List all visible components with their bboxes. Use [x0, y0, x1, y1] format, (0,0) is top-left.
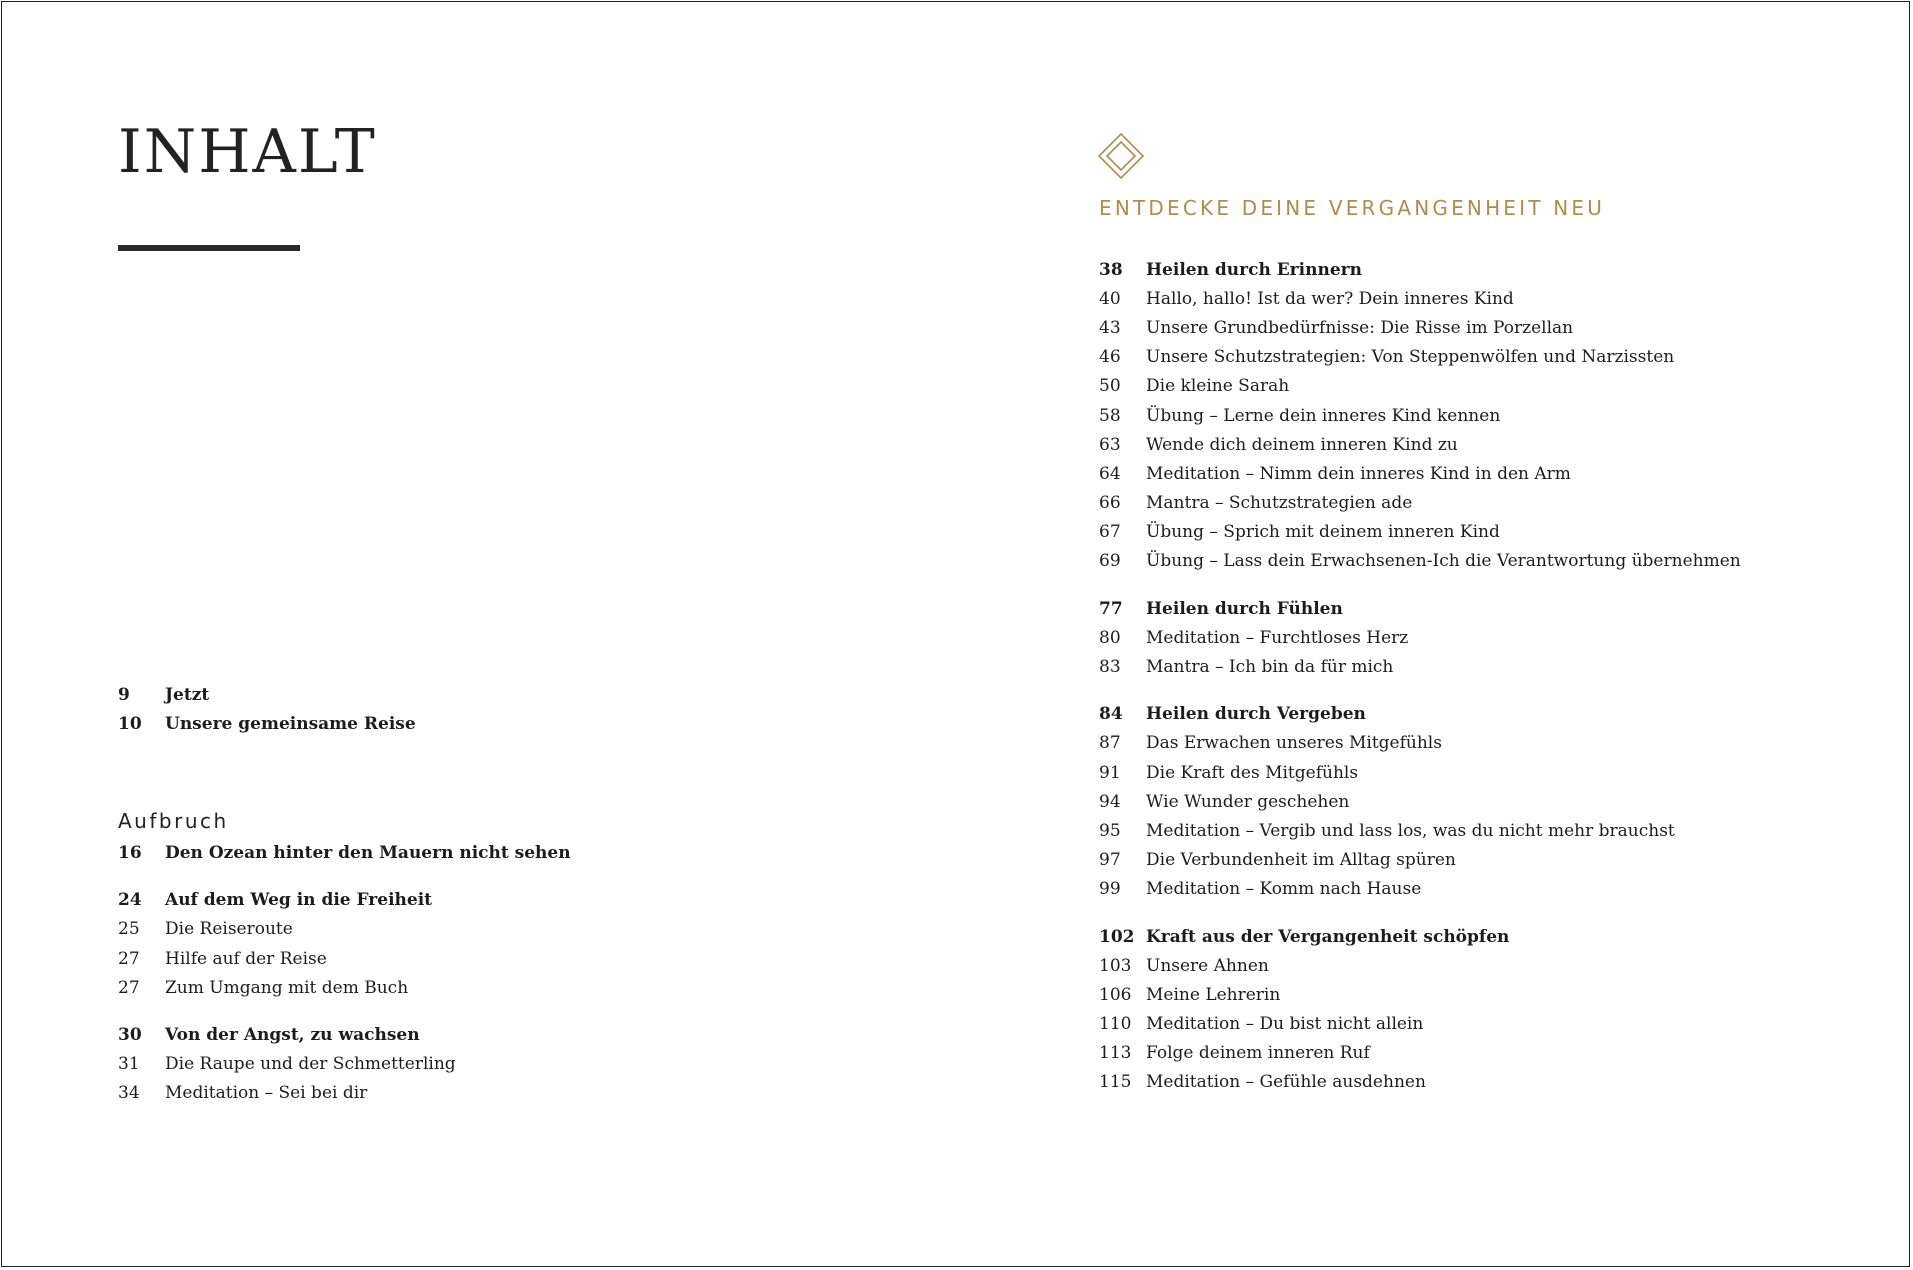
toc-group	[118, 886, 818, 1003]
toc-page-number: 97	[1099, 850, 1121, 871]
toc-group	[1099, 594, 1859, 682]
toc-entry-title: Meditation – Sei bei dir	[165, 1083, 368, 1104]
toc-entry-title: Die Verbundenheit im Alltag spüren	[1146, 850, 1456, 871]
toc-page-number: 113	[1099, 1043, 1132, 1064]
toc-entry	[1099, 1010, 1859, 1039]
toc-entry-title: Hilfe auf der Reise	[165, 948, 327, 969]
toc-entry-title: Übung – Sprich mit deinem inneren Kind	[1146, 522, 1500, 543]
toc-entry	[118, 1050, 818, 1079]
toc-group	[118, 838, 818, 867]
toc-page-number: 64	[1099, 463, 1121, 484]
toc-intro-group	[118, 680, 818, 738]
toc-entry	[1099, 846, 1859, 875]
toc-page-number: 63	[1099, 434, 1121, 455]
toc-page-number: 84	[1099, 704, 1123, 725]
toc-entry	[1099, 700, 1859, 729]
toc-entry	[1099, 284, 1859, 313]
toc-page-number: 30	[118, 1024, 142, 1045]
toc-entry	[1099, 372, 1859, 401]
toc-group	[1099, 255, 1859, 576]
toc-page-number: 99	[1099, 879, 1121, 900]
toc-entry-title: Unsere Grundbedürfnisse: Die Risse im Porzellan	[1146, 317, 1574, 338]
toc-entry	[1099, 951, 1859, 980]
toc-entry	[118, 973, 818, 1002]
toc-entry	[1099, 816, 1859, 845]
toc-entry-title: Übung – Lerne dein inneres Kind kennen	[1146, 405, 1501, 426]
toc-entry-title: Heilen durch Vergeben	[1146, 704, 1366, 725]
toc-page-number: 38	[1099, 259, 1123, 280]
toc-page-number: 110	[1099, 1014, 1132, 1035]
toc-entry-title: Mantra – Ich bin da für mich	[1146, 657, 1394, 678]
toc-entry	[1099, 1068, 1859, 1097]
toc-entry	[1099, 255, 1859, 284]
toc-page-number: 83	[1099, 657, 1121, 678]
toc-entry-title: Heilen durch Erinnern	[1146, 259, 1362, 280]
toc-right-column	[1099, 255, 1859, 1097]
toc-entry-title: Wende dich deinem inneren Kind zu	[1146, 434, 1458, 455]
toc-entry	[118, 709, 818, 738]
toc-entry	[1099, 547, 1859, 576]
toc-entry-title: Die Reiseroute	[165, 919, 293, 940]
toc-entry-title: Übung – Lass dein Erwachsenen-Ich die Verantwortung übernehmen	[1146, 551, 1741, 572]
toc-entry	[1099, 313, 1859, 342]
toc-entry-title: Unsere Ahnen	[1146, 955, 1269, 976]
toc-page-number: 16	[118, 842, 142, 863]
toc-entry-title: Die Kraft des Mitgefühls	[1146, 762, 1359, 783]
toc-group	[1099, 922, 1859, 1097]
toc-entry	[1099, 1039, 1859, 1068]
section-label-aufbruch: Aufbruch	[118, 809, 229, 834]
toc-entry-title: Den Ozean hinter den Mauern nicht sehen	[165, 842, 571, 863]
toc-page-number: 10	[118, 713, 142, 734]
toc-entry	[1099, 518, 1859, 547]
toc-entry-title: Meine Lehrerin	[1146, 984, 1281, 1005]
toc-entry-title: Mantra – Schutzstrategien ade	[1146, 493, 1413, 514]
toc-page-number: 115	[1099, 1072, 1132, 1093]
toc-entry	[118, 915, 818, 944]
toc-entry-title: Unsere gemeinsame Reise	[165, 713, 416, 734]
section-heading: ENTDECKE DEINE VERGANGENHEIT NEU	[1099, 196, 1606, 220]
toc-page-number: 43	[1099, 317, 1121, 338]
toc-entry-title: Folge deinem inneren Ruf	[1146, 1043, 1370, 1064]
toc-entry	[1099, 623, 1859, 652]
toc-page-number: 34	[118, 1083, 140, 1104]
toc-entry-title: Von der Angst, zu wachsen	[165, 1024, 420, 1045]
toc-page-number: 91	[1099, 762, 1121, 783]
title-underline	[118, 245, 300, 251]
toc-page-number: 66	[1099, 493, 1121, 514]
toc-entry	[1099, 489, 1859, 518]
toc-entry-title: Meditation – Furchtloses Herz	[1146, 627, 1409, 648]
toc-page-number: 102	[1099, 926, 1135, 947]
toc-entry-title: Hallo, hallo! Ist da wer? Dein inneres Kind	[1146, 288, 1514, 309]
toc-entry	[118, 680, 818, 709]
toc-entry	[1099, 430, 1859, 459]
toc-entry-title: Unsere Schutzstrategien: Von Steppenwölfen und Narzissten	[1146, 347, 1675, 368]
toc-page-number: 27	[118, 977, 140, 998]
toc-page-number: 94	[1099, 791, 1121, 812]
toc-entry	[118, 944, 818, 973]
toc-entry-title: Heilen durch Fühlen	[1146, 598, 1343, 619]
toc-page-number: 106	[1099, 984, 1132, 1005]
toc-entry-title: Die Raupe und der Schmetterling	[165, 1054, 456, 1075]
toc-page-number: 87	[1099, 733, 1121, 754]
toc-entry-title: Kraft aus der Vergangenheit schöpfen	[1146, 926, 1510, 947]
toc-entry	[1099, 787, 1859, 816]
toc-entry-title: Meditation – Komm nach Hause	[1146, 879, 1422, 900]
toc-entry	[1099, 729, 1859, 758]
toc-entry-title: Meditation – Du bist nicht allein	[1146, 1014, 1424, 1035]
toc-entry-title: Zum Umgang mit dem Buch	[165, 977, 409, 998]
toc-group	[118, 1020, 818, 1108]
toc-page-number: 67	[1099, 522, 1121, 543]
toc-entry	[1099, 343, 1859, 372]
toc-page-number: 69	[1099, 551, 1121, 572]
toc-entry	[1099, 980, 1859, 1009]
toc-entry	[1099, 652, 1859, 681]
toc-group	[1099, 700, 1859, 904]
toc-entry	[1099, 401, 1859, 430]
toc-page-number: 95	[1099, 820, 1121, 841]
toc-page-number: 77	[1099, 598, 1123, 619]
toc-page-number: 50	[1099, 376, 1121, 397]
toc-entry	[118, 1079, 818, 1108]
toc-entry	[1099, 875, 1859, 904]
toc-entry-title: Auf dem Weg in die Freiheit	[165, 890, 433, 911]
toc-entry-title: Meditation – Vergib und lass los, was du nicht mehr brauchst	[1146, 820, 1675, 841]
toc-entry-title: Jetzt	[165, 684, 210, 705]
toc-page-number: 46	[1099, 347, 1121, 368]
toc-entry-title: Die kleine Sarah	[1146, 376, 1290, 397]
toc-page-number: 40	[1099, 288, 1121, 309]
toc-entry-title: Meditation – Nimm dein inneres Kind in den Arm	[1146, 463, 1571, 484]
toc-entry-title: Wie Wunder geschehen	[1146, 791, 1350, 812]
toc-entry	[118, 1020, 818, 1049]
toc-page-number: 9	[118, 684, 130, 705]
toc-page-number: 27	[118, 948, 140, 969]
toc-entry	[118, 886, 818, 915]
toc-page-number: 25	[118, 919, 140, 940]
page-title: INHALT	[118, 117, 377, 187]
toc-entry-title: Meditation – Gefühle ausdehnen	[1146, 1072, 1426, 1093]
toc-page-number: 103	[1099, 955, 1132, 976]
toc-entry	[1099, 922, 1859, 951]
toc-entry	[1099, 758, 1859, 787]
toc-page-number: 31	[118, 1054, 140, 1075]
toc-entry	[118, 838, 818, 867]
toc-page-number: 24	[118, 890, 142, 911]
toc-entry-title: Das Erwachen unseres Mitgefühls	[1146, 733, 1442, 754]
double-diamond-icon	[1097, 132, 1145, 180]
toc-left-column	[118, 680, 818, 1108]
toc-entry	[1099, 594, 1859, 623]
toc-page-number: 58	[1099, 405, 1121, 426]
toc-entry	[1099, 459, 1859, 488]
toc-page-number: 80	[1099, 627, 1121, 648]
